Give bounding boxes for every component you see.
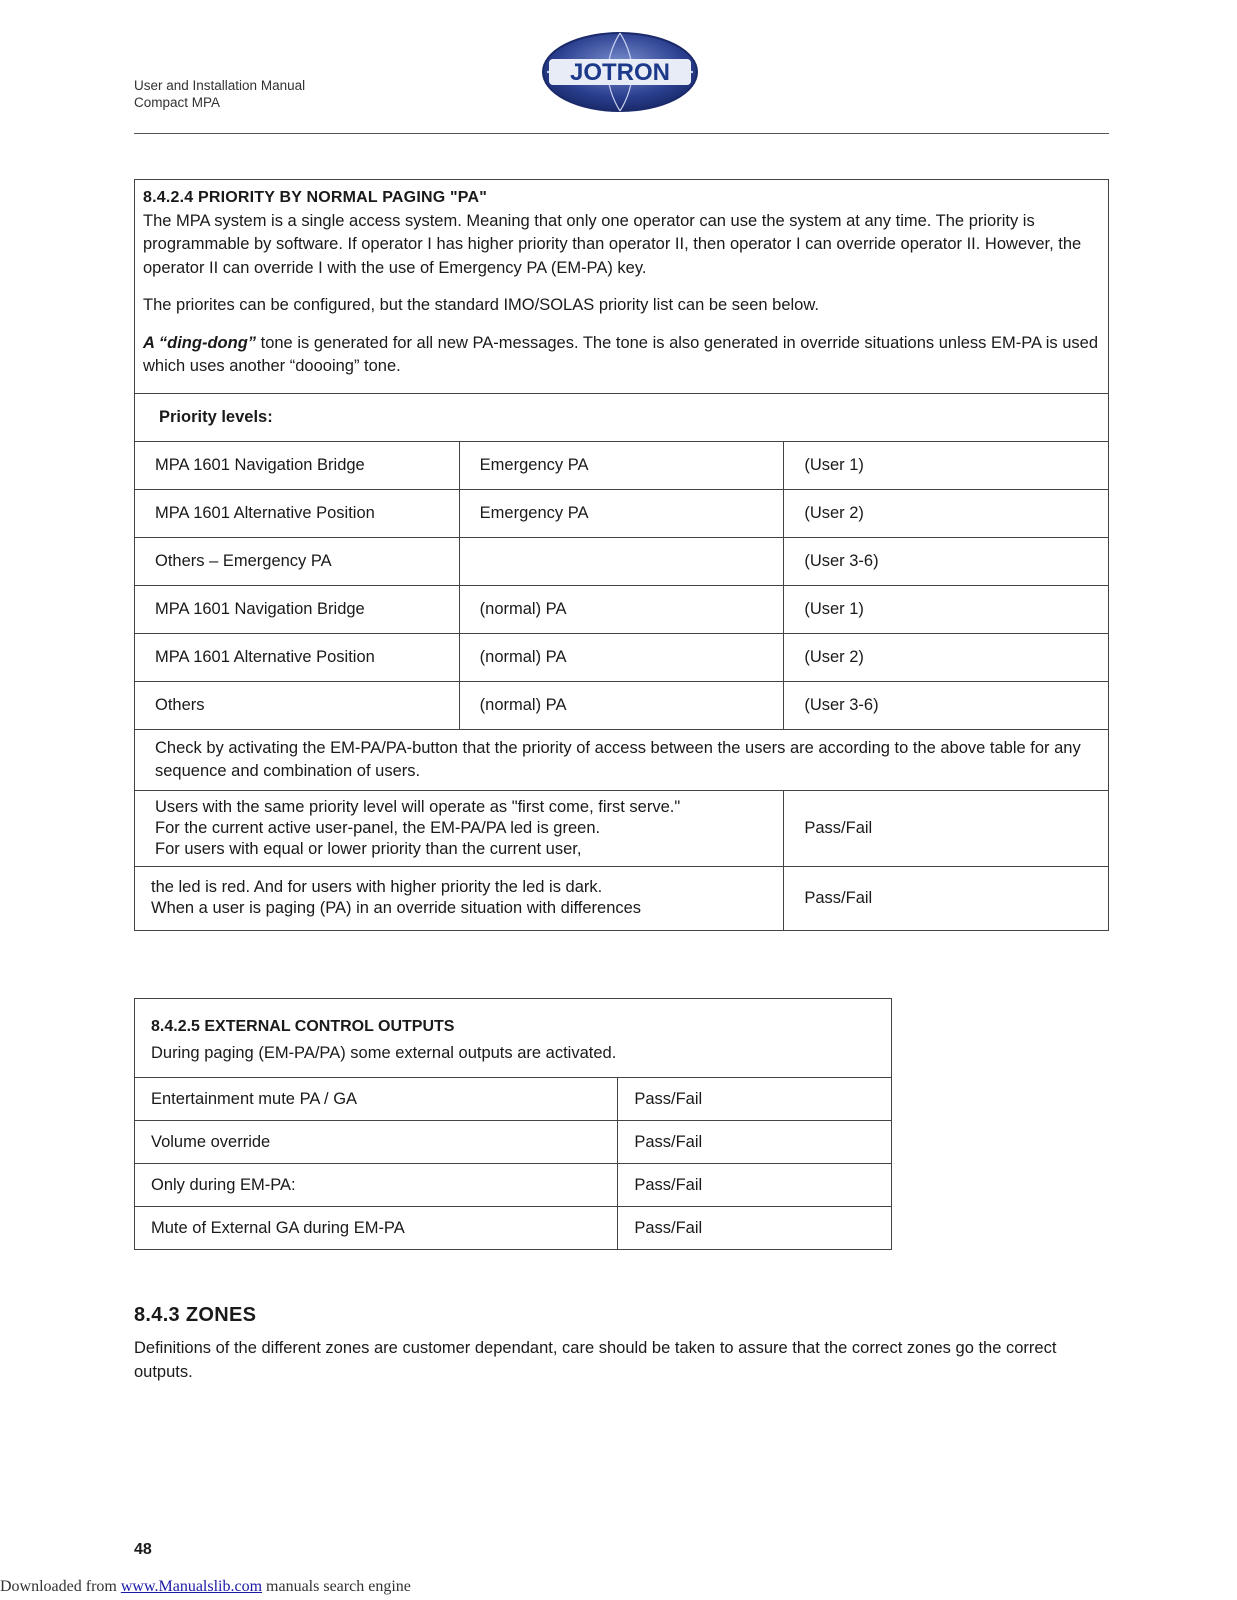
position-cell: MPA 1601 Alternative Position bbox=[135, 633, 460, 681]
header-text bbox=[134, 77, 305, 111]
download-footer bbox=[0, 1578, 411, 1596]
table-row bbox=[135, 489, 1109, 537]
test-line: For users with equal or lower priority than the current user, bbox=[155, 839, 582, 858]
pass-fail-cell: Pass/Fail bbox=[784, 790, 1109, 866]
table-row bbox=[135, 585, 1109, 633]
position-cell: Others – Emergency PA bbox=[135, 537, 460, 585]
table-row bbox=[135, 1078, 892, 1121]
footer-suffix: manuals search engine bbox=[262, 1578, 411, 1595]
output-item-cell: Only during EM-PA: bbox=[135, 1164, 618, 1207]
manualslib-link[interactable]: www.Manualslib.com bbox=[120, 1578, 263, 1595]
section-heading-843: 8.4.3 ZONES bbox=[134, 1304, 257, 1326]
mode-cell: Emergency PA bbox=[459, 489, 784, 537]
mode-cell: Emergency PA bbox=[459, 441, 784, 489]
test-row bbox=[135, 790, 1109, 866]
mode-cell: (normal) PA bbox=[459, 585, 784, 633]
table-row bbox=[135, 441, 1109, 489]
user-cell: (User 3-6) bbox=[784, 537, 1109, 585]
section-heading-8424: 8.4.2.4 PRIORITY BY NORMAL PAGING "PA" bbox=[143, 189, 488, 206]
test-description bbox=[135, 866, 784, 930]
priority-para-3 bbox=[143, 332, 1100, 379]
output-item-cell: Mute of External GA during EM-PA bbox=[135, 1207, 618, 1250]
header-divider bbox=[134, 133, 1109, 134]
test-line: the led is red. And for users with higher priority the led is dark. bbox=[151, 878, 603, 896]
position-cell: MPA 1601 Navigation Bridge bbox=[135, 441, 460, 489]
priority-para-2: The priorites can be configured, but the standard IMO/SOLAS priority list can be seen below. bbox=[143, 296, 819, 314]
table-row bbox=[135, 537, 1109, 585]
position-cell: MPA 1601 Navigation Bridge bbox=[135, 585, 460, 633]
mode-cell bbox=[459, 537, 784, 585]
jotron-logo bbox=[541, 31, 699, 113]
priority-table bbox=[134, 179, 1109, 931]
ding-dong-label: A “ding-dong” bbox=[143, 333, 257, 352]
position-cell: MPA 1601 Alternative Position bbox=[135, 489, 460, 537]
mode-cell: (normal) PA bbox=[459, 681, 784, 729]
user-cell: (User 2) bbox=[784, 489, 1109, 537]
user-cell: (User 2) bbox=[784, 633, 1109, 681]
product-name: Compact MPA bbox=[134, 95, 221, 110]
table-row bbox=[135, 1164, 892, 1207]
test-line: For the current active user-panel, the EM-PA/PA led is green. bbox=[155, 818, 601, 837]
external-outputs-table bbox=[134, 998, 892, 1250]
test-description bbox=[135, 790, 784, 866]
pass-fail-cell: Pass/Fail bbox=[618, 1121, 892, 1164]
user-cell: (User 1) bbox=[784, 585, 1109, 633]
position-cell: Others bbox=[135, 681, 460, 729]
mode-cell: (normal) PA bbox=[459, 633, 784, 681]
table-row bbox=[135, 633, 1109, 681]
footer-prefix: Downloaded from bbox=[0, 1578, 121, 1595]
pass-fail-cell: Pass/Fail bbox=[784, 866, 1109, 930]
manual-title: User and Installation Manual bbox=[134, 78, 306, 93]
test-line: When a user is paging (PA) in an override situation with differences bbox=[151, 899, 642, 917]
external-outputs-intro bbox=[135, 999, 892, 1078]
table-row bbox=[135, 1121, 892, 1164]
user-cell: (User 1) bbox=[784, 441, 1109, 489]
pass-fail-cell: Pass/Fail bbox=[618, 1078, 892, 1121]
check-instruction: Check by activating the EM-PA/PA-button that the priority of access between the users are according to the above table for any sequence and combination of users. bbox=[135, 729, 1109, 790]
output-item-cell: Volume override bbox=[135, 1121, 618, 1164]
table-row bbox=[135, 1207, 892, 1250]
priority-intro bbox=[135, 180, 1109, 394]
pass-fail-cell: Pass/Fail bbox=[618, 1207, 892, 1250]
logo-text: JOTRON bbox=[569, 59, 671, 86]
zones-text: Definitions of the different zones are customer dependant, care should be taken to assure that the correct zones go the correct outputs. bbox=[134, 1339, 1057, 1381]
section-heading-8425: 8.4.2.5 EXTERNAL CONTROL OUTPUTS bbox=[151, 1018, 455, 1035]
test-line: Users with the same priority level will operate as "first come, first serve." bbox=[155, 797, 681, 816]
page-number: 48 bbox=[134, 1541, 152, 1558]
test-row bbox=[135, 866, 1109, 930]
user-cell: (User 3-6) bbox=[784, 681, 1109, 729]
priority-para-1: The MPA system is a single access system. Meaning that only one operator can use the system at any time. The priority is programmable by software. If operator I has higher priority than operator II, then operator I can override operator II. However, the operator II can override I with the use of Emergency PA (EM-PA) key. bbox=[143, 211, 1082, 277]
external-outputs-text: During paging (EM-PA/PA) some external outputs are activated. bbox=[151, 1044, 617, 1062]
pass-fail-cell: Pass/Fail bbox=[618, 1164, 892, 1207]
table-row bbox=[135, 681, 1109, 729]
priority-para-3-rest: tone is generated for all new PA-messages. The tone is also generated in override situations unless EM-PA is used which uses another “doooing” tone. bbox=[143, 333, 1098, 375]
output-item-cell: Entertainment mute PA / GA bbox=[135, 1078, 618, 1121]
priority-levels-header: Priority levels: bbox=[135, 393, 1109, 441]
